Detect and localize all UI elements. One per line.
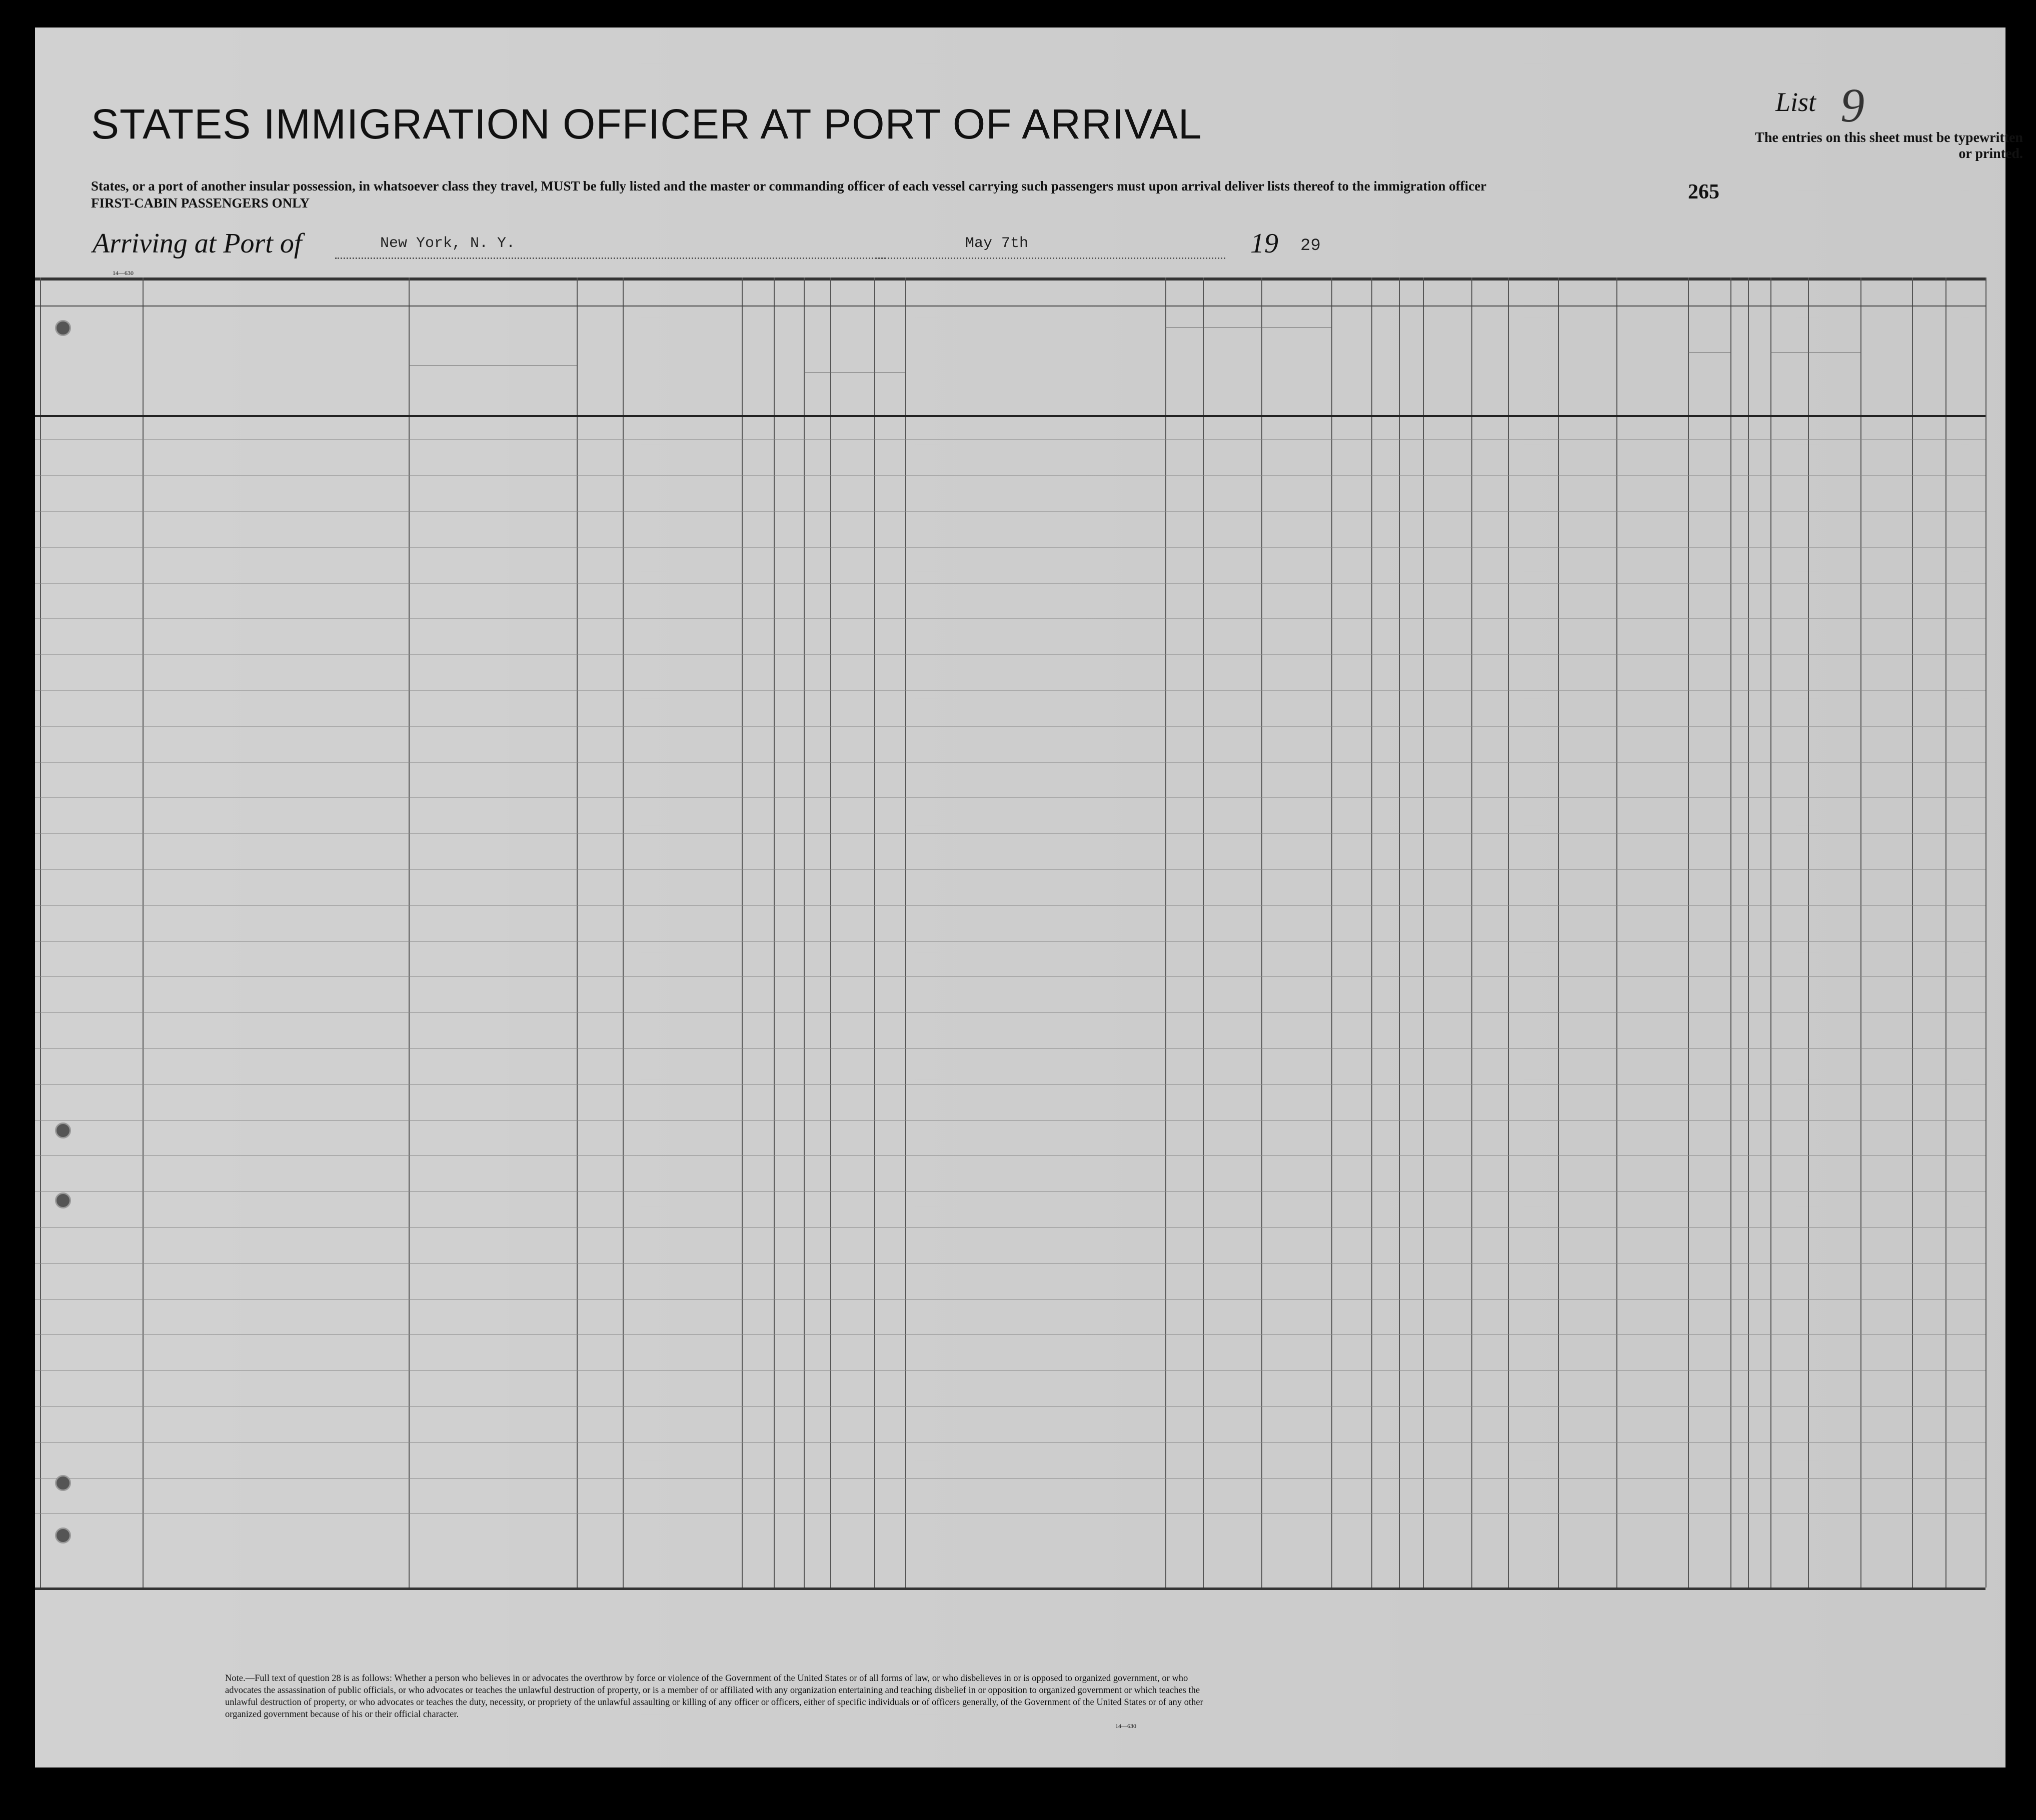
row-rule <box>35 1263 1985 1264</box>
column-divider <box>1770 278 1771 1588</box>
binder-hole <box>55 1528 71 1544</box>
column-divider <box>1423 278 1424 1588</box>
column-divider <box>623 278 624 1588</box>
column-divider <box>1688 278 1689 1588</box>
cabin-class: FIRST-CABIN PASSENGERS ONLY <box>91 196 310 210</box>
binder-hole <box>55 1192 71 1208</box>
column-divider <box>1508 278 1509 1588</box>
column-divider <box>1331 278 1332 1588</box>
manifest-sheet <box>35 28 2023 1768</box>
column-divider <box>1748 278 1749 1588</box>
row-rule <box>35 654 1985 655</box>
column-divider <box>1471 278 1472 1588</box>
binder-hole <box>55 320 71 336</box>
row-rule <box>35 1012 1985 1013</box>
if-yes-rule <box>804 372 905 373</box>
footnote: Note.—Full text of question 28 is as follows: Whether a person who believes in or advocates the overthrow by force or violence of the Government of the United States or of all forms of law, or who disbelieves in or is opposed to organized government, or who advocates the assassination of public officials, or who advocates or teaches the unlawful destruction of property, or is a member of or affiliated with any organization entertaining and teaching disbelief in or opposition to organized government or which teaches the unlawful destruction of property, or who advocates or teaches the duty, necessity, or propriety of the unlawful assaulting or killing of any officer or officers, either of specific individuals or of officers generally, of the Government of the United States or of any other organized government because of his or their official character. <box>225 1674 1203 1720</box>
top-rule <box>35 278 1985 280</box>
row-rule <box>35 618 1985 619</box>
arriving-label: Arriving at Port of <box>93 228 302 259</box>
column-divider <box>1808 278 1809 1588</box>
binder-hole <box>55 1122 71 1138</box>
row-rule <box>35 976 1985 977</box>
date-underline <box>875 258 1225 259</box>
column-divider <box>1203 278 1204 1588</box>
column-divider <box>1371 278 1372 1588</box>
row-rule <box>35 690 1985 691</box>
row-rule <box>35 1370 1985 1371</box>
intro-paragraph: States, or a port of another insular possession, in whatsoever class they travel, MUST be fully listed and the master or commanding officer of each vessel carrying such passengers must upon arrival deliver lists thereof to the immigration officer <box>91 178 1487 194</box>
year-suffix: 29 <box>1300 236 1321 256</box>
column-divider <box>1558 278 1559 1588</box>
column-divider <box>1860 278 1861 1588</box>
page-title: STATES IMMIGRATION OFFICER AT PORT OF ARRIVAL <box>91 100 1202 148</box>
row-rule <box>35 1048 1985 1049</box>
column-divider <box>1399 278 1400 1588</box>
sheet-number: 265 <box>1688 180 1719 204</box>
column-divider <box>577 278 578 1588</box>
header-bottom-rule <box>35 415 1985 417</box>
column-divider <box>774 278 775 1588</box>
column-divider <box>1616 278 1617 1588</box>
color-rule <box>1770 352 1860 353</box>
binder-hole <box>55 1475 71 1491</box>
list-label: List <box>1775 87 1816 117</box>
column-divider <box>1730 278 1731 1588</box>
column-divider <box>1165 278 1166 1588</box>
column-divider <box>874 278 875 1588</box>
footnote-code: 14—630 <box>1115 1722 1136 1730</box>
column-divider <box>830 278 831 1588</box>
row-rule <box>35 1406 1985 1407</box>
final-dest-rule <box>409 365 577 366</box>
list-number: 9 <box>1840 78 1864 132</box>
column-divider <box>1985 278 1986 1588</box>
row-rule <box>35 1299 1985 1300</box>
column-divider <box>804 278 805 1588</box>
bottom-rule <box>35 1588 1985 1590</box>
intro-text <box>91 178 1691 212</box>
typed-entries-note: The entries on this sheet must be typewritten or printed. <box>1755 130 2023 162</box>
column-divider <box>905 278 906 1588</box>
column-divider <box>40 278 41 1588</box>
year-prefix: 19 <box>1250 228 1278 259</box>
row-rule <box>35 905 1985 906</box>
row-rule <box>35 941 1985 942</box>
row-rule <box>35 1334 1985 1335</box>
column-divider <box>742 278 743 1588</box>
port-value: New York, N. Y. <box>380 235 516 252</box>
column-divider <box>1912 278 1913 1588</box>
row-rule <box>35 583 1985 584</box>
port-underline <box>335 258 885 259</box>
date-value: May 7th <box>965 235 1029 252</box>
column-divider <box>409 278 410 1588</box>
column-divider <box>143 278 144 1588</box>
row-rule <box>35 547 1985 548</box>
form-code: 14—630 <box>113 270 134 276</box>
column-divider <box>1945 278 1946 1588</box>
height-rule <box>1688 352 1730 353</box>
column-divider <box>1261 278 1262 1588</box>
